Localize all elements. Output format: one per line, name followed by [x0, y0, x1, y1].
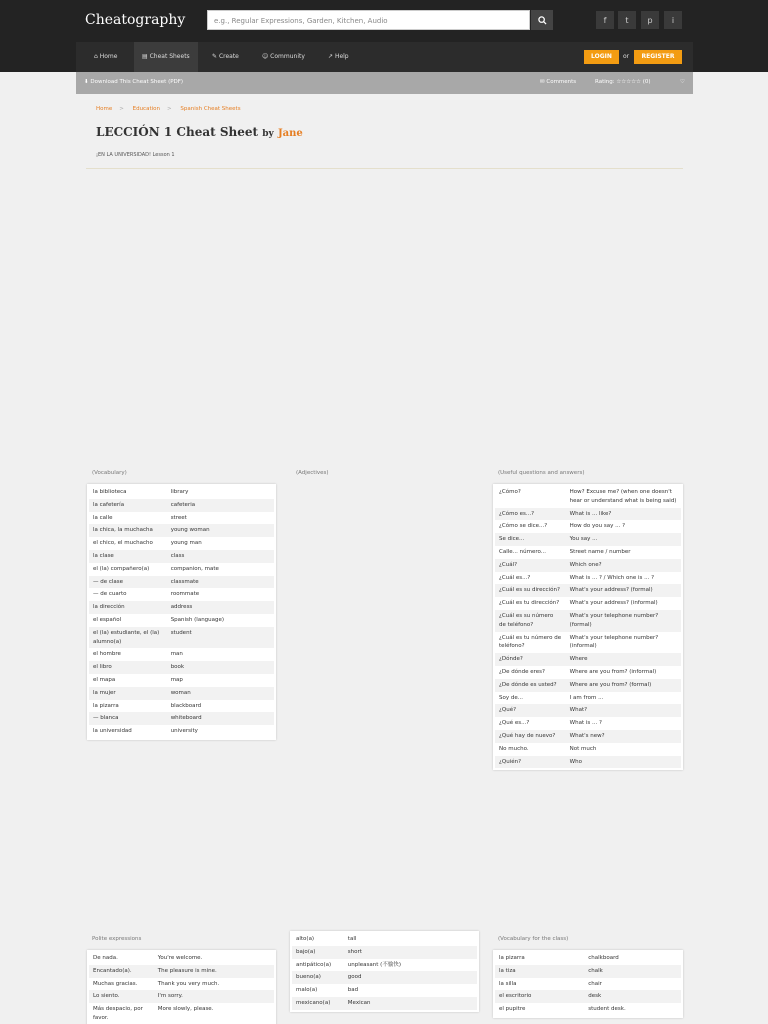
- table-row: [495, 730, 681, 743]
- divider: [86, 168, 683, 169]
- term-cell: la calle: [93, 514, 113, 521]
- table-row: [495, 559, 681, 572]
- term-cell: mexicano(a): [292, 997, 344, 1010]
- table-row: [89, 499, 274, 512]
- table-row: [495, 572, 681, 585]
- table-row: [495, 533, 681, 546]
- table-row: [89, 563, 274, 576]
- term-cell: bueno(a): [292, 971, 344, 984]
- term-cell: ¿Qué hay de nuevo?: [495, 730, 566, 743]
- definition-cell: student desk.: [588, 1006, 626, 1013]
- term-cell: la dirección: [89, 601, 167, 614]
- term-cell: antipático(a): [296, 961, 332, 968]
- definition-cell: classmate: [167, 576, 274, 589]
- term-cell: Muchas gracias.: [93, 980, 138, 987]
- term-cell: la silla: [499, 980, 517, 987]
- term-cell: la mujer: [89, 687, 167, 700]
- nav-community[interactable]: ☺ Community: [262, 53, 305, 60]
- definition-cell: short: [344, 946, 477, 959]
- term-cell: la cafetería: [89, 499, 167, 512]
- table-row: [495, 584, 681, 597]
- nav-create[interactable]: ✎ Create: [212, 53, 239, 60]
- table-row: [292, 984, 477, 997]
- definition-cell: What's your address? (informal): [569, 600, 658, 607]
- table-row: [89, 550, 274, 563]
- definition-cell: cafeteria: [167, 499, 274, 512]
- term-cell: la biblioteca: [93, 489, 127, 495]
- table-row: [495, 653, 681, 666]
- definition-cell: map: [170, 676, 183, 683]
- definition-cell: roommate: [170, 591, 200, 598]
- definition-cell: chalk: [584, 965, 681, 978]
- table-row: [89, 661, 274, 674]
- table-row: [495, 717, 681, 730]
- definition-cell: library: [170, 489, 189, 495]
- definition-cell: young man: [170, 540, 202, 547]
- table-row: [495, 632, 681, 654]
- table-row: [89, 524, 274, 537]
- table-row: [89, 601, 274, 614]
- site-logo[interactable]: Cheatography: [85, 12, 186, 28]
- table-row: [89, 512, 274, 525]
- rating-stars[interactable]: Rating: ☆☆☆☆☆ (0): [595, 79, 651, 85]
- term-cell: el español: [93, 616, 122, 623]
- term-cell: la pizarra: [499, 955, 525, 961]
- table-row: [292, 933, 477, 946]
- table-row: [89, 712, 274, 725]
- term-cell: alto(a): [296, 936, 315, 942]
- term-cell: el libro: [89, 661, 167, 674]
- term-cell: ¿Cuál es...?: [499, 574, 531, 581]
- term-cell: el (la) compañero(a): [93, 565, 150, 572]
- definition-cell: book: [167, 661, 274, 674]
- definition-cell: What is ... ? / Which one is ... ?: [569, 574, 655, 581]
- term-cell: Lo siento.: [89, 990, 154, 1003]
- table-row: [292, 971, 477, 984]
- section-label-questions: (Useful questions and answers): [498, 470, 585, 476]
- term-cell: ¿Qué es...?: [499, 720, 530, 727]
- login-button[interactable]: LOGIN: [584, 50, 619, 64]
- table-row: [495, 952, 681, 965]
- term-cell: ¿Qué?: [495, 704, 566, 717]
- breadcrumb: Home > Education > Spanish Cheat Sheets: [96, 106, 241, 112]
- term-cell: la tiza: [495, 965, 584, 978]
- table-row: [89, 648, 274, 661]
- definition-cell: How do you say ... ?: [569, 523, 626, 530]
- definition-cell: What's new?: [566, 730, 681, 743]
- term-cell: ¿Cómo es...?: [495, 508, 566, 521]
- definition-cell: bad: [347, 987, 359, 994]
- table-row: [292, 959, 477, 972]
- definition-cell: You're welcome.: [157, 955, 203, 961]
- definition-cell: chair: [588, 980, 602, 987]
- definition-cell: street: [170, 514, 187, 521]
- term-cell: De nada.: [93, 955, 118, 961]
- table-row: [89, 576, 274, 589]
- breadcrumb-education[interactable]: Education: [132, 106, 160, 112]
- term-cell: bajo(a): [292, 946, 344, 959]
- table-row: [89, 687, 274, 700]
- term-cell: el (la) estudiante, el (la) alumno(a): [89, 627, 167, 649]
- term-cell: la universidad: [93, 728, 132, 735]
- term-cell: — de clase: [89, 576, 167, 589]
- instagram-icon[interactable]: i: [664, 11, 682, 29]
- definition-cell: chalkboard: [588, 955, 619, 961]
- search-input[interactable]: e.g., Regular Expressions, Garden, Kitchen, Audio: [207, 10, 530, 30]
- term-cell: malo(a): [296, 987, 318, 994]
- table-row: [89, 588, 274, 601]
- table-row: [89, 674, 274, 687]
- definition-cell: How? Excuse me? (when one doesn't hear or understand what is being said): [569, 489, 677, 504]
- or-label: or: [623, 53, 630, 60]
- search-icon: [538, 16, 547, 25]
- table-row: [89, 627, 274, 649]
- facebook-icon[interactable]: f: [596, 11, 614, 29]
- definition-cell: What is ... like?: [566, 508, 681, 521]
- table-row: [89, 1003, 274, 1024]
- comments-link[interactable]: ✉ Comments: [540, 79, 577, 85]
- table-row: [495, 546, 681, 559]
- table-row: [495, 965, 681, 978]
- term-cell: el escritorio: [495, 990, 584, 1003]
- term-cell: el chico, el muchacho: [93, 540, 153, 547]
- polite-table: [87, 950, 276, 1024]
- table-row: [89, 537, 274, 550]
- table-row: [495, 666, 681, 679]
- table-row: [89, 990, 274, 1003]
- table-row: [495, 679, 681, 692]
- definition-cell: Mexican: [344, 997, 477, 1010]
- definition-cell: university: [170, 728, 198, 735]
- term-cell: Soy de...: [499, 694, 523, 701]
- definition-cell: You say ...: [566, 533, 681, 546]
- section-label-vocabulary: (Vocabulary): [92, 470, 127, 476]
- term-cell: ¿Cuál es su dirección?: [495, 584, 566, 597]
- nav-home[interactable]: ⌂ Home: [94, 53, 118, 60]
- term-cell: ¿Cuál es tu dirección?: [499, 600, 560, 607]
- table-row: [495, 1003, 681, 1016]
- definition-cell: tall: [347, 936, 357, 942]
- nav-cheat-sheets[interactable]: ▤ Cheat Sheets: [134, 42, 198, 72]
- table-row: [89, 486, 274, 499]
- definition-cell: Where: [566, 653, 681, 666]
- term-cell: ¿De dónde es usted?: [495, 679, 566, 692]
- definition-cell: blackboard: [170, 702, 202, 709]
- definition-cell: What's your address? (formal): [566, 584, 681, 597]
- definition-cell: woman: [167, 687, 274, 700]
- definition-cell: whiteboard: [167, 712, 274, 725]
- toolbar: [76, 72, 693, 94]
- table-row: [495, 743, 681, 756]
- table-row: [495, 978, 681, 991]
- download-pdf-link[interactable]: ⬇ Download This Cheat Sheet (PDF): [84, 79, 184, 85]
- section-label-polite: Polite expressions: [92, 936, 142, 942]
- table-row: [495, 486, 681, 508]
- table-row: [89, 725, 274, 738]
- term-cell: ¿Cómo se dice...?: [499, 523, 548, 530]
- definition-cell: What is ... ?: [569, 720, 602, 727]
- page-subtitle: ¡EN LA UNIVERSIDAD! Lesson 1: [96, 152, 175, 158]
- table-row: [495, 990, 681, 1003]
- term-cell: ¿Dónde?: [495, 653, 566, 666]
- definition-cell: man: [170, 651, 183, 658]
- page-title: LECCIÓN 1 Cheat Sheet by Jane: [96, 125, 303, 139]
- term-cell: No mucho.: [499, 745, 529, 752]
- term-cell: el mapa: [93, 676, 116, 683]
- breadcrumb-home[interactable]: Home: [96, 106, 113, 112]
- definition-cell: Spanish (language): [170, 616, 225, 623]
- term-cell: Calle... número...: [499, 548, 547, 555]
- definition-cell: Street name / number: [569, 548, 631, 555]
- definition-cell: I'm sorry.: [154, 990, 274, 1003]
- adjectives-table: [290, 931, 479, 1012]
- nav-help[interactable]: ↗ Help: [328, 53, 349, 60]
- table-row: [89, 700, 274, 713]
- term-cell: ¿De dónde eres?: [499, 668, 545, 675]
- search-button[interactable]: [531, 10, 553, 30]
- class-vocab-table: [493, 950, 683, 1018]
- definition-cell: More slowly, please.: [157, 1006, 214, 1013]
- definition-cell: good: [344, 971, 477, 984]
- definition-cell: Which one?: [566, 559, 681, 572]
- questions-table: [493, 484, 683, 770]
- favorite-heart-icon[interactable]: ♡: [680, 79, 685, 85]
- definition-cell: What's your telephone number? (informal): [569, 634, 659, 650]
- term-cell: ¿Cuál es su número de teléfono?: [495, 610, 566, 632]
- term-cell: la pizarra: [93, 702, 119, 709]
- definition-cell: Where are you from? (formal): [566, 679, 681, 692]
- term-cell: Se dice...: [495, 533, 566, 546]
- pinterest-icon[interactable]: p: [641, 11, 659, 29]
- section-label-class-vocab: (Vocabulary for the class): [498, 936, 569, 942]
- vocabulary-table: [87, 484, 276, 740]
- definition-cell: young woman: [167, 524, 274, 537]
- table-row: [89, 965, 274, 978]
- table-row: [495, 692, 681, 705]
- table-row: [292, 997, 477, 1010]
- table-row: [495, 610, 681, 632]
- twitter-icon[interactable]: t: [618, 11, 636, 29]
- register-button[interactable]: REGISTER: [634, 50, 682, 64]
- author-link[interactable]: Jane: [277, 128, 303, 139]
- definition-cell: Who: [566, 756, 681, 769]
- definition-cell: unpleasant (不愉快): [347, 961, 401, 968]
- term-cell: Encantado(a).: [89, 965, 154, 978]
- term-cell: ¿Cuál?: [495, 559, 566, 572]
- term-cell: ¿Cuál es tu número de teléfono?: [499, 634, 562, 650]
- definition-cell: Not much: [569, 745, 597, 752]
- term-cell: la clase: [89, 550, 167, 563]
- term-cell: ¿Quién?: [495, 756, 566, 769]
- table-row: [495, 508, 681, 521]
- definition-cell: Thank you very much.: [157, 980, 220, 987]
- table-row: [89, 952, 274, 965]
- definition-cell: student: [167, 627, 274, 649]
- definition-cell: address: [167, 601, 274, 614]
- definition-cell: What's your telephone number? (formal): [566, 610, 681, 632]
- table-row: [495, 756, 681, 769]
- term-cell: — blanca: [89, 712, 167, 725]
- definition-cell: desk: [584, 990, 681, 1003]
- definition-cell: class: [167, 550, 274, 563]
- term-cell: Más despacio, por favor.: [93, 1006, 143, 1021]
- term-cell: — de cuarto: [93, 591, 127, 598]
- definition-cell: The pleasure is mine.: [154, 965, 274, 978]
- definition-cell: Where are you from? (informal): [569, 668, 657, 675]
- definition-cell: I am from ...: [569, 694, 604, 701]
- term-cell: el pupitre: [499, 1006, 526, 1013]
- definition-cell: What?: [566, 704, 681, 717]
- table-row: [495, 704, 681, 717]
- term-cell: la chica, la muchacha: [89, 524, 167, 537]
- breadcrumb-spanish[interactable]: Spanish Cheat Sheets: [180, 106, 241, 112]
- table-row: [89, 614, 274, 627]
- term-cell: el hombre: [93, 651, 121, 658]
- definition-cell: companion, mate: [170, 565, 219, 572]
- table-row: [495, 597, 681, 610]
- section-label-adjectives: (Adjectives): [296, 470, 329, 476]
- table-row: [89, 978, 274, 991]
- term-cell: ¿Cómo?: [499, 489, 521, 495]
- table-row: [292, 946, 477, 959]
- table-row: [495, 520, 681, 533]
